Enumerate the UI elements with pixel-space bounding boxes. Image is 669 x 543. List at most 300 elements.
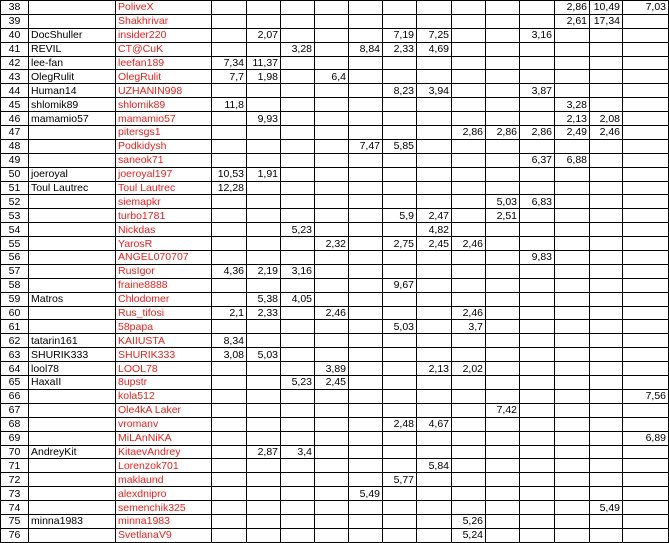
score-cell — [247, 487, 281, 501]
score-cell — [247, 376, 281, 390]
score-cell — [247, 403, 281, 417]
nickname-cell: fraine8888 — [116, 278, 212, 292]
score-cell — [486, 112, 520, 126]
nickname-cell: pitersgs1 — [116, 126, 212, 140]
nickname-cell: vromanv — [116, 417, 212, 431]
rank-cell: 75 — [1, 514, 29, 528]
score-cell — [555, 487, 590, 501]
score-cell — [349, 514, 383, 528]
table-row — [1, 42, 669, 56]
score-cell: 4,05 — [281, 292, 315, 306]
score-cell — [623, 514, 669, 528]
score-cell — [555, 195, 590, 209]
score-cell — [212, 251, 247, 265]
score-cell — [315, 126, 349, 140]
table-row — [1, 126, 669, 140]
score-cell: 3,7 — [452, 320, 486, 334]
score-cell — [555, 514, 590, 528]
score-cell — [212, 501, 247, 515]
score-cell — [452, 501, 486, 515]
nickname-cell: CT@CuK — [116, 42, 212, 56]
score-cell — [590, 487, 623, 501]
score-cell — [590, 292, 623, 306]
score-cell: 3,28 — [281, 42, 315, 56]
score-cell — [383, 389, 417, 403]
score-cell: 2,45 — [417, 237, 452, 251]
score-cell — [520, 320, 555, 334]
score-cell — [212, 292, 247, 306]
rank-cell: 66 — [1, 389, 29, 403]
score-cell: 2,51 — [486, 209, 520, 223]
score-cell — [590, 264, 623, 278]
score-cell — [452, 139, 486, 153]
username-cell — [29, 237, 116, 251]
score-cell — [212, 84, 247, 98]
score-cell — [623, 14, 669, 28]
score-cell: 7,25 — [417, 28, 452, 42]
score-cell — [281, 112, 315, 126]
score-cell — [281, 278, 315, 292]
score-cell — [315, 42, 349, 56]
score-cell — [590, 389, 623, 403]
score-cell — [212, 389, 247, 403]
score-cell — [623, 181, 669, 195]
score-cell: 2,86 — [452, 126, 486, 140]
score-cell: 2,87 — [247, 445, 281, 459]
rank-cell: 60 — [1, 306, 29, 320]
score-cell — [623, 195, 669, 209]
score-cell — [417, 306, 452, 320]
score-cell — [417, 514, 452, 528]
score-cell — [520, 431, 555, 445]
score-cell — [417, 473, 452, 487]
score-cell — [486, 306, 520, 320]
score-cell — [349, 417, 383, 431]
score-cell — [281, 70, 315, 84]
score-cell — [520, 514, 555, 528]
score-cell — [417, 251, 452, 265]
username-cell — [29, 487, 116, 501]
score-cell — [212, 1, 247, 15]
score-cell: 5,77 — [383, 473, 417, 487]
score-cell — [590, 223, 623, 237]
score-cell — [555, 56, 590, 70]
score-cell — [349, 167, 383, 181]
score-cell — [383, 153, 417, 167]
score-cell — [247, 528, 281, 542]
username-cell: REVIL — [29, 42, 116, 56]
score-cell — [623, 459, 669, 473]
username-cell — [29, 264, 116, 278]
table-row — [1, 237, 669, 251]
score-cell — [590, 473, 623, 487]
score-cell: 2,49 — [555, 126, 590, 140]
score-cell — [520, 487, 555, 501]
score-cell: 5,24 — [452, 528, 486, 542]
score-cell — [349, 431, 383, 445]
rank-cell: 74 — [1, 501, 29, 515]
score-cell — [623, 28, 669, 42]
score-cell — [315, 389, 349, 403]
score-cell — [417, 334, 452, 348]
score-cell — [383, 223, 417, 237]
score-cell — [417, 1, 452, 15]
score-cell — [281, 389, 315, 403]
score-cell — [623, 362, 669, 376]
score-cell: 5,84 — [417, 459, 452, 473]
nickname-cell: SvetlanaV9 — [116, 528, 212, 542]
table-row — [1, 376, 669, 390]
score-cell — [623, 126, 669, 140]
nickname-cell: mamamio57 — [116, 112, 212, 126]
table-row — [1, 501, 669, 515]
username-cell: Human14 — [29, 84, 116, 98]
score-cell — [315, 181, 349, 195]
score-cell: 10,53 — [212, 167, 247, 181]
score-cell — [486, 348, 520, 362]
score-cell — [247, 209, 281, 223]
table-row — [1, 251, 669, 265]
score-cell — [349, 98, 383, 112]
score-cell — [623, 292, 669, 306]
score-cell — [281, 126, 315, 140]
score-cell — [590, 84, 623, 98]
score-cell — [486, 251, 520, 265]
nickname-cell: KitaevAndrey — [116, 445, 212, 459]
username-cell — [29, 1, 116, 15]
username-cell — [29, 139, 116, 153]
username-cell — [29, 306, 116, 320]
score-cell — [349, 209, 383, 223]
score-cell — [349, 195, 383, 209]
username-cell: mamamio57 — [29, 112, 116, 126]
score-cell — [383, 167, 417, 181]
table-row — [1, 459, 669, 473]
score-cell — [417, 112, 452, 126]
score-cell — [486, 56, 520, 70]
score-cell — [486, 1, 520, 15]
username-cell: DocShuller — [29, 28, 116, 42]
score-cell: 1,91 — [247, 167, 281, 181]
score-cell — [315, 348, 349, 362]
score-cell — [486, 459, 520, 473]
score-cell: 2,61 — [555, 14, 590, 28]
score-cell — [349, 126, 383, 140]
score-cell — [383, 459, 417, 473]
score-cell: 8,34 — [212, 334, 247, 348]
score-cell — [590, 167, 623, 181]
score-cell — [349, 112, 383, 126]
nickname-cell: saneok71 — [116, 153, 212, 167]
score-cell — [452, 278, 486, 292]
rank-cell: 40 — [1, 28, 29, 42]
score-cell — [212, 139, 247, 153]
score-cell — [452, 28, 486, 42]
score-cell — [520, 473, 555, 487]
score-cell — [212, 431, 247, 445]
score-cell — [315, 84, 349, 98]
rank-cell: 56 — [1, 251, 29, 265]
score-cell: 2,07 — [247, 28, 281, 42]
table-row — [1, 1, 669, 15]
score-cell — [590, 181, 623, 195]
score-cell — [452, 473, 486, 487]
score-cell — [555, 264, 590, 278]
username-cell: lee-fan — [29, 56, 116, 70]
score-cell — [520, 376, 555, 390]
score-cell — [590, 153, 623, 167]
table-row — [1, 348, 669, 362]
table-row — [1, 153, 669, 167]
table-row — [1, 70, 669, 84]
table-row — [1, 223, 669, 237]
score-cell — [555, 278, 590, 292]
score-cell — [452, 14, 486, 28]
score-cell — [315, 528, 349, 542]
username-cell — [29, 251, 116, 265]
score-cell — [623, 528, 669, 542]
score-cell — [486, 501, 520, 515]
score-cell: 2,33 — [247, 306, 281, 320]
rank-cell: 71 — [1, 459, 29, 473]
score-cell — [349, 28, 383, 42]
nickname-cell: Lorenzok701 — [116, 459, 212, 473]
score-cell — [623, 320, 669, 334]
score-cell — [590, 528, 623, 542]
score-cell — [520, 334, 555, 348]
username-cell: minna1983 — [29, 514, 116, 528]
score-cell — [247, 320, 281, 334]
score-cell — [520, 389, 555, 403]
score-cell — [281, 167, 315, 181]
score-cell: 7,47 — [349, 139, 383, 153]
nickname-cell: Nickdas — [116, 223, 212, 237]
score-cell — [486, 42, 520, 56]
score-cell — [212, 514, 247, 528]
score-cell — [520, 459, 555, 473]
nickname-cell: OlegRulit — [116, 70, 212, 84]
score-cell — [417, 167, 452, 181]
score-cell — [520, 14, 555, 28]
score-cell — [383, 181, 417, 195]
score-cell — [349, 320, 383, 334]
score-cell — [452, 84, 486, 98]
table-row — [1, 334, 669, 348]
score-cell: 4,82 — [417, 223, 452, 237]
table-row — [1, 84, 669, 98]
score-cell: 2,02 — [452, 362, 486, 376]
score-cell — [555, 320, 590, 334]
score-cell — [349, 362, 383, 376]
score-cell: 6,88 — [555, 153, 590, 167]
score-cell — [383, 403, 417, 417]
username-cell — [29, 223, 116, 237]
score-cell: 9,67 — [383, 278, 417, 292]
rank-cell: 44 — [1, 84, 29, 98]
score-cell — [417, 153, 452, 167]
rank-cell: 41 — [1, 42, 29, 56]
score-cell: 2,75 — [383, 237, 417, 251]
rank-cell: 52 — [1, 195, 29, 209]
score-cell — [417, 181, 452, 195]
score-cell — [247, 459, 281, 473]
nickname-cell: KAIIUSTA — [116, 334, 212, 348]
score-cell — [452, 56, 486, 70]
score-cell: 2,45 — [315, 376, 349, 390]
score-cell — [623, 473, 669, 487]
score-cell — [281, 473, 315, 487]
score-cell — [417, 376, 452, 390]
score-cell — [349, 292, 383, 306]
table-row — [1, 264, 669, 278]
score-cell — [281, 1, 315, 15]
username-cell — [29, 528, 116, 542]
score-cell — [452, 112, 486, 126]
score-cell — [590, 56, 623, 70]
score-cell — [555, 459, 590, 473]
username-cell: shlomik89 — [29, 98, 116, 112]
score-cell — [623, 223, 669, 237]
score-cell — [486, 153, 520, 167]
score-cell — [555, 167, 590, 181]
score-cell — [590, 42, 623, 56]
score-cell — [212, 14, 247, 28]
score-cell — [486, 167, 520, 181]
score-cell — [555, 139, 590, 153]
score-cell — [590, 403, 623, 417]
username-cell — [29, 459, 116, 473]
score-cell: 2,1 — [212, 306, 247, 320]
score-cell: 7,03 — [623, 1, 669, 15]
nickname-cell: leefan189 — [116, 56, 212, 70]
score-cell — [555, 348, 590, 362]
score-cell — [383, 445, 417, 459]
table-row — [1, 514, 669, 528]
score-cell — [590, 70, 623, 84]
score-cell — [212, 195, 247, 209]
score-cell — [212, 417, 247, 431]
table-row — [1, 167, 669, 181]
score-cell — [555, 209, 590, 223]
score-cell: 3,4 — [281, 445, 315, 459]
score-cell — [520, 112, 555, 126]
score-cell: 5,26 — [452, 514, 486, 528]
score-cell — [383, 514, 417, 528]
rank-cell: 62 — [1, 334, 29, 348]
score-cell — [452, 431, 486, 445]
score-cell — [212, 42, 247, 56]
table-row — [1, 56, 669, 70]
score-cell — [349, 1, 383, 15]
score-cell — [486, 292, 520, 306]
score-cell — [383, 126, 417, 140]
score-cell — [486, 473, 520, 487]
score-cell — [281, 348, 315, 362]
rank-cell: 45 — [1, 98, 29, 112]
score-cell — [417, 528, 452, 542]
score-cell — [417, 348, 452, 362]
score-cell — [281, 181, 315, 195]
score-cell — [349, 334, 383, 348]
username-cell — [29, 403, 116, 417]
score-cell: 2,19 — [247, 264, 281, 278]
username-cell: Matros — [29, 292, 116, 306]
score-cell — [315, 28, 349, 42]
score-cell — [590, 28, 623, 42]
score-cell — [590, 209, 623, 223]
score-cell — [590, 278, 623, 292]
score-cell: 4,36 — [212, 264, 247, 278]
score-cell — [247, 153, 281, 167]
score-cell — [555, 376, 590, 390]
rank-cell: 49 — [1, 153, 29, 167]
score-cell — [590, 195, 623, 209]
table-row — [1, 445, 669, 459]
score-cell — [452, 334, 486, 348]
rank-cell: 43 — [1, 70, 29, 84]
nickname-cell: joeroyal197 — [116, 167, 212, 181]
table-row — [1, 14, 669, 28]
score-cell — [383, 98, 417, 112]
score-cell — [555, 334, 590, 348]
score-cell — [452, 487, 486, 501]
score-cell: 12,28 — [212, 181, 247, 195]
score-cell — [281, 139, 315, 153]
rank-cell: 72 — [1, 473, 29, 487]
score-cell — [281, 320, 315, 334]
score-cell: 3,16 — [520, 28, 555, 42]
nickname-cell: 8upstr — [116, 376, 212, 390]
score-cell: 2,48 — [383, 417, 417, 431]
score-cell: 10,49 — [590, 1, 623, 15]
score-cell — [349, 501, 383, 515]
score-cell — [520, 209, 555, 223]
score-cell — [486, 362, 520, 376]
score-cell — [520, 278, 555, 292]
score-cell: 2,86 — [555, 1, 590, 15]
score-cell: 2,13 — [417, 362, 452, 376]
score-cell — [520, 181, 555, 195]
score-cell: 6,37 — [520, 153, 555, 167]
nickname-cell: kola512 — [116, 389, 212, 403]
username-cell — [29, 126, 116, 140]
nickname-cell: insider220 — [116, 28, 212, 42]
score-cell — [417, 292, 452, 306]
nickname-cell: alexdnipro — [116, 487, 212, 501]
score-cell — [417, 445, 452, 459]
score-cell — [315, 56, 349, 70]
score-cell — [623, 139, 669, 153]
table-row — [1, 403, 669, 417]
score-cell — [417, 139, 452, 153]
nickname-cell: Shakhrivar — [116, 14, 212, 28]
score-cell — [520, 1, 555, 15]
score-cell — [417, 431, 452, 445]
score-cell — [486, 431, 520, 445]
score-cell: 17,34 — [590, 14, 623, 28]
rank-cell: 57 — [1, 264, 29, 278]
score-cell: 8,23 — [383, 84, 417, 98]
table-row — [1, 112, 669, 126]
score-cell — [212, 487, 247, 501]
score-cell — [590, 237, 623, 251]
score-cell — [590, 320, 623, 334]
score-cell — [281, 237, 315, 251]
score-cell — [281, 417, 315, 431]
table-row — [1, 181, 669, 195]
score-cell — [281, 251, 315, 265]
score-cell — [590, 445, 623, 459]
